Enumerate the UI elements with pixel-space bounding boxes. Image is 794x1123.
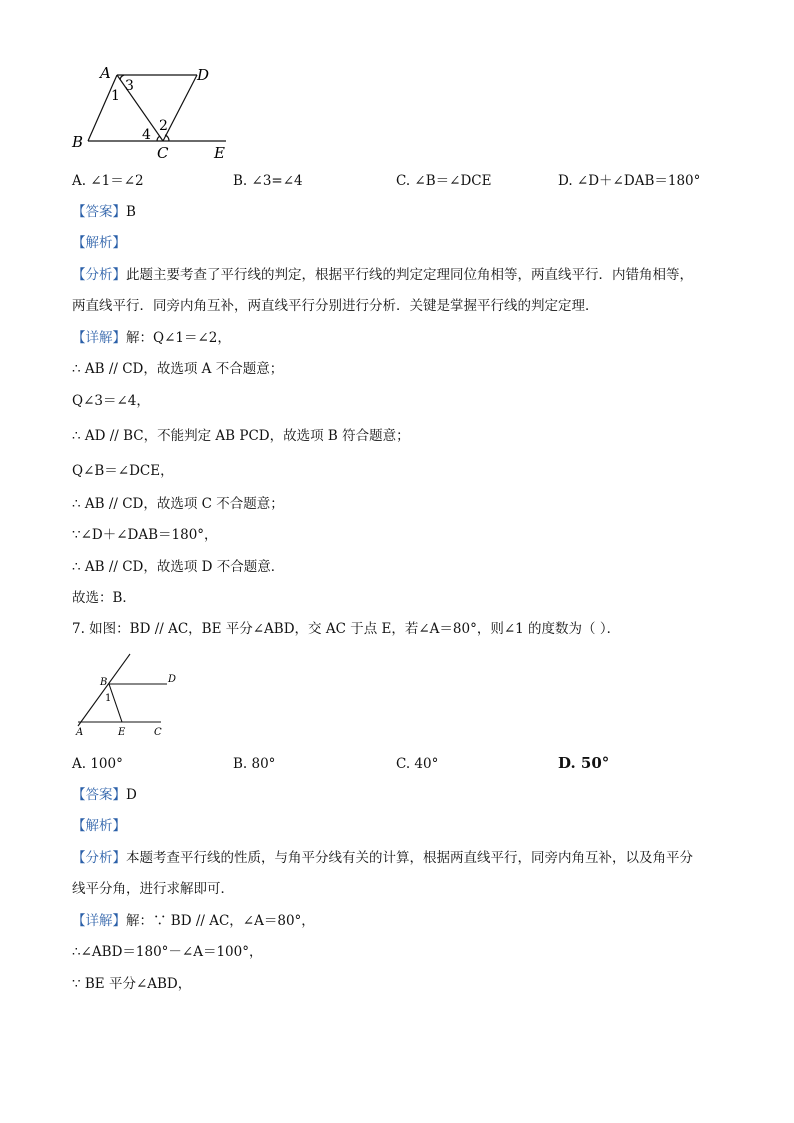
q6-detail-line-6: ∵∠D＋∠DAB＝180°， <box>72 527 218 543</box>
q6-detail-line-3: ∴ AD // BC，不能判定 AB PCD，故选项 B 符合题意； <box>72 428 410 444</box>
q7-option-d: D. 50° <box>558 754 610 772</box>
label-angle-1: 1 <box>105 693 112 704</box>
label-C: C <box>154 727 162 738</box>
q6-detail-line-2: Q∠3＝∠4， <box>72 393 150 409</box>
q7-answer <box>72 786 137 804</box>
fenxi-tag: 【分析】 <box>72 850 126 866</box>
q6-detail-line-4: Q∠B＝∠DCE， <box>72 463 174 479</box>
answer-value: D <box>126 787 137 803</box>
label-D: D <box>197 66 210 84</box>
q7-question: 7. 如图：BD // AC，BE 平分∠ABD，交 AC 于点 E，若∠A＝80°，则∠1 的度数为（ ）． <box>72 621 621 637</box>
q6-analysis-tag: 【解析】 <box>72 235 126 251</box>
q6-option-b: B. ∠3=∠4 <box>233 173 303 189</box>
q6-detail-line-8: 故选：B． <box>72 590 136 606</box>
q6-detail-line-1: ∴ AB // CD，故选项 A 不合题意； <box>72 361 284 377</box>
q6-fenxi-line2: 两直线平行．同旁内角互补，两直线平行分别进行分析．关键是掌握平行线的判定定理． <box>72 298 599 314</box>
label-angle-1: 1 <box>111 88 120 104</box>
label-angle-2: 2 <box>159 118 168 134</box>
q6-detail-line-0 <box>72 329 231 347</box>
q7-option-b: B. 80° <box>233 756 276 772</box>
q6-option-a: A. ∠1＝∠2 <box>72 173 144 189</box>
label-D: D <box>168 674 177 685</box>
label-angle-4: 4 <box>142 127 151 143</box>
q6-option-c: C. ∠B＝∠DCE <box>396 173 492 189</box>
fenxi-tag: 【分析】 <box>72 267 126 283</box>
q7-bisector-figure <box>72 652 182 740</box>
q7-detail-line-2: ∵ BE 平分∠ABD， <box>72 976 192 992</box>
q6-detail-line-5: ∴ AB // CD，故选项 C 不合题意； <box>72 496 284 512</box>
label-angle-3: 3 <box>125 78 134 94</box>
q6-detail-line-7: ∴ AB // CD，故选项 D 不合题意． <box>72 559 285 575</box>
q7-fenxi-line1 <box>72 849 693 867</box>
detail-text: 解：Q∠1＝∠2， <box>126 330 231 346</box>
detail-tag: 【详解】 <box>72 913 126 929</box>
label-B: B <box>72 133 84 151</box>
q6-option-d: D. ∠D＋∠DAB＝180° <box>558 173 701 189</box>
label-B: B <box>100 677 108 688</box>
q7-detail-line-0 <box>72 912 315 930</box>
answer-tag: 【答案】 <box>72 787 126 803</box>
q7-option-a: A. 100° <box>72 756 123 772</box>
q7-detail-line-1: ∴∠ABD＝180°－∠A＝100°， <box>72 944 263 960</box>
label-A: A <box>76 727 84 738</box>
q6-fenxi-line1 <box>72 266 693 284</box>
label-A: A <box>100 64 111 82</box>
answer-value: B <box>126 204 136 220</box>
q7-fenxi-line2: 线平分角，进行求解即可． <box>72 881 234 897</box>
detail-tag: 【详解】 <box>72 330 126 346</box>
label-E: E <box>214 144 225 162</box>
fenxi-text: 本题考查平行线的性质，与角平分线有关的计算，根据两直线平行，同旁内角互补，以及角平分 <box>126 850 693 866</box>
q6-answer <box>72 203 136 221</box>
fenxi-text: 此题主要考查了平行线的判定，根据平行线的判定定理同位角相等，两直线平行．内错角相等， <box>126 267 693 283</box>
q6-parallelogram-figure <box>68 62 248 162</box>
q7-option-c: C. 40° <box>396 756 439 772</box>
label-E: E <box>118 727 126 738</box>
q7-analysis-tag: 【解析】 <box>72 818 126 834</box>
answer-tag: 【答案】 <box>72 204 126 220</box>
detail-text: 解：∵ BD // AC，∠A＝80°， <box>126 913 315 929</box>
label-C: C <box>157 144 169 162</box>
